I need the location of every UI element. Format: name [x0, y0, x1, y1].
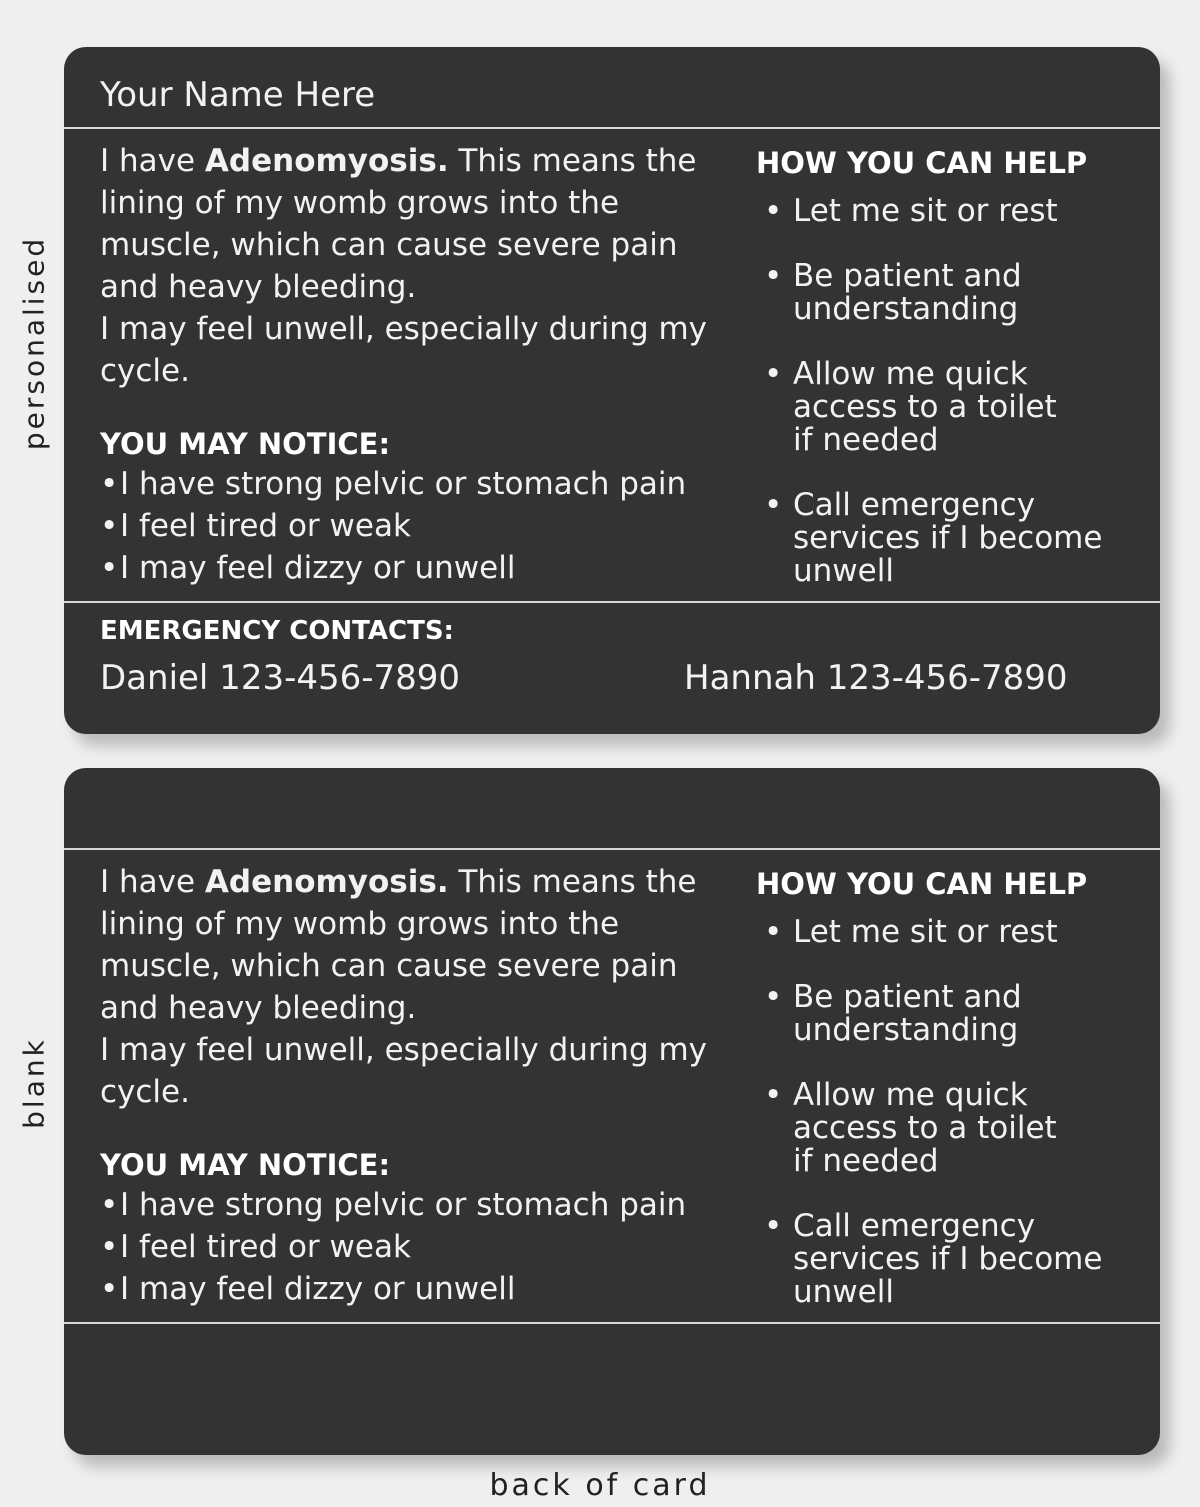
- help-list: [764, 916, 1102, 1341]
- help-item: • Be patient and understanding: [764, 260, 1102, 326]
- help-title: HOW YOU CAN HELP: [756, 867, 1088, 901]
- notice-list: [100, 1184, 686, 1310]
- personalised-card: [64, 47, 1160, 734]
- intro-rest: This means the lining of my womb grows into the muscle, which can cause severe pain and heavy bleeding.: [100, 143, 697, 305]
- help-item: • Be patient and understanding: [764, 981, 1102, 1047]
- notice-list: [100, 463, 686, 589]
- notice-item: • I have strong pelvic or stomach pain: [100, 1184, 686, 1226]
- intro-prefix: I have: [100, 143, 205, 179]
- intro-prefix: I have: [100, 864, 205, 900]
- notice-item: • I have strong pelvic or stomach pain: [100, 463, 686, 505]
- top-divider: [64, 127, 1160, 129]
- back-of-card-label: back of card: [489, 1468, 711, 1503]
- condition-description: [100, 140, 720, 392]
- intro-rest: This means the lining of my womb grows into the muscle, which can cause severe pain and heavy bleeding.: [100, 864, 697, 1026]
- help-item: • Let me sit or rest: [764, 195, 1102, 228]
- help-item: • Allow me quick access to a toilet if needed: [764, 1079, 1102, 1178]
- intro-line-2: I may feel unwell, especially during my cycle.: [100, 311, 708, 389]
- help-item: • Allow me quick access to a toilet if needed: [764, 358, 1102, 457]
- notice-title: YOU MAY NOTICE:: [100, 1148, 391, 1182]
- condition-name: Adenomyosis.: [204, 143, 449, 179]
- notice-item: • I feel tired or weak: [100, 1226, 686, 1268]
- help-item: • Call emergency services if I become unwell: [764, 489, 1102, 588]
- bottom-divider: [64, 1322, 1160, 1324]
- bottom-divider: [64, 601, 1160, 603]
- help-list: [764, 195, 1102, 620]
- personalised-label: personalised: [17, 235, 51, 451]
- card-holder-name: Your Name Here: [100, 75, 376, 115]
- help-item: • Let me sit or rest: [764, 916, 1102, 949]
- condition-name: Adenomyosis.: [204, 864, 449, 900]
- notice-item: • I may feel dizzy or unwell: [100, 547, 686, 589]
- emergency-contact-2: Hannah 123-456-7890: [684, 658, 1068, 698]
- help-title: HOW YOU CAN HELP: [756, 146, 1088, 180]
- notice-title: YOU MAY NOTICE:: [100, 427, 391, 461]
- emergency-contacts-title: EMERGENCY CONTACTS:: [100, 616, 454, 646]
- help-item: • Call emergency services if I become unwell: [764, 1210, 1102, 1309]
- top-divider: [64, 848, 1160, 850]
- blank-card: [64, 768, 1160, 1455]
- notice-item: • I feel tired or weak: [100, 505, 686, 547]
- emergency-contact-1: Daniel 123-456-7890: [100, 658, 461, 698]
- blank-label: blank: [17, 1037, 51, 1129]
- notice-item: • I may feel dizzy or unwell: [100, 1268, 686, 1310]
- condition-description: [100, 861, 720, 1113]
- intro-line-2: I may feel unwell, especially during my cycle.: [100, 1032, 708, 1110]
